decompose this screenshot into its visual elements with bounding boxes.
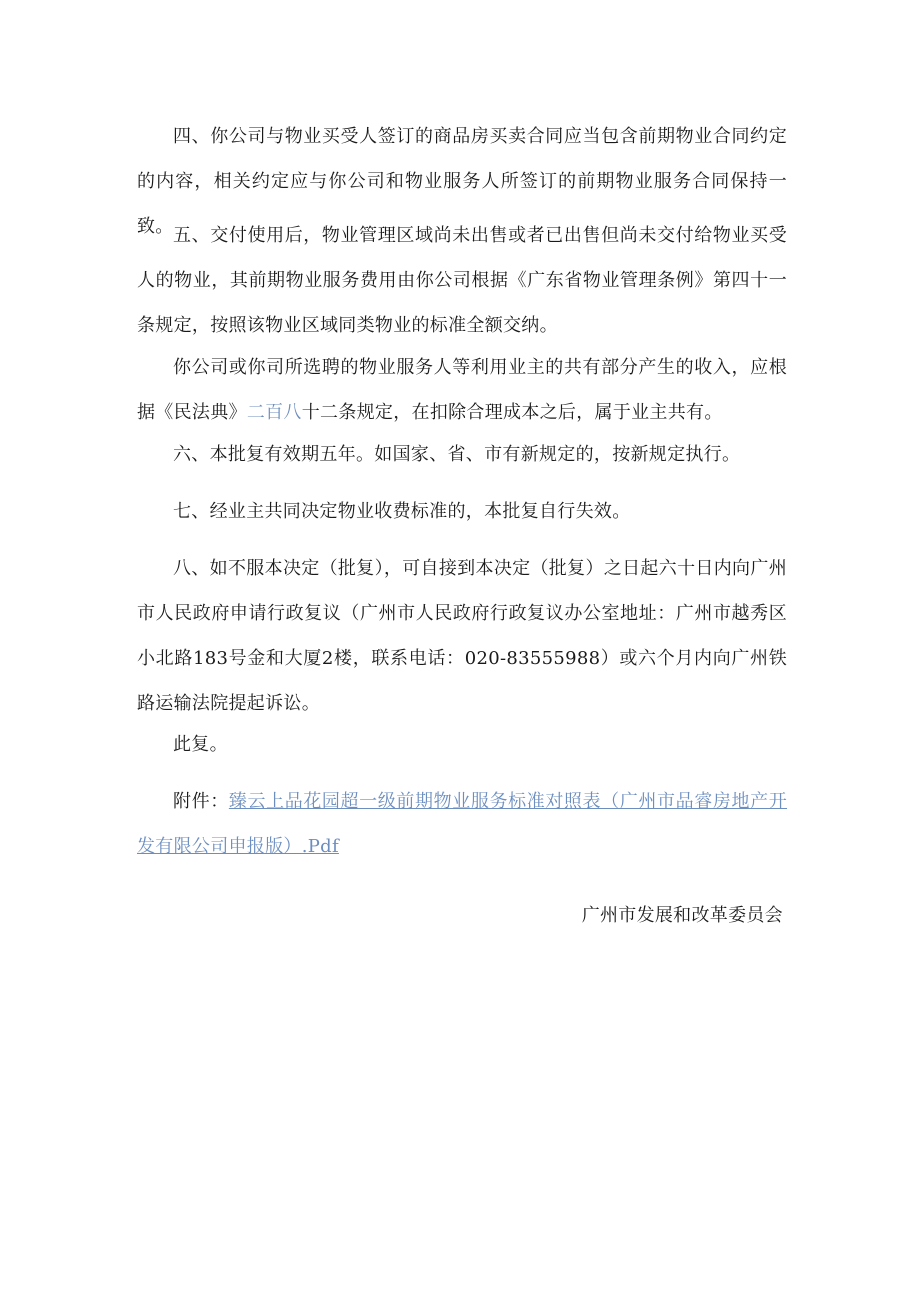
paragraph-five: 五、交付使用后，物业管理区域尚未出售或者已出售但尚未交付给物业买受人的物业，其前期物业服务费用由你公司根据《广东省物业管理条例》第四十一条规定，按照该物业区域同类物业的标准全额交纳。 xyxy=(137,225,787,336)
paragraph-seven: 七、经业主共同决定物业收费标准的，本批复自行失效。 xyxy=(173,501,631,522)
closing-remark: 此复。 xyxy=(173,734,228,755)
attachment-paragraph xyxy=(137,779,787,869)
income-text-before: 你公司或你司所选聘的物业服务人等利用业主的共有部分产生的收入，应根据《民法典》 xyxy=(137,357,787,423)
paragraph-four: 四、你公司与物业买受人签订的商品房买卖合同应当包含前期物业合同约定的内容，相关约定应与你公司和物业服务人所签订的前期物业服务合同保持一致。 xyxy=(137,126,787,237)
attachment-label: 附件： xyxy=(173,791,229,812)
issuer-signature: 广州市发展和改革委员会 xyxy=(581,905,783,926)
civil-code-article-reference: 二百八 xyxy=(246,402,302,423)
paragraph-shared-income xyxy=(137,345,787,435)
paragraph-eight: 八、如不服本决定（批复），可自接到本决定（批复）之日起六十日内向广州市人民政府申请行政复议（广州市人民政府行政复议办公室地址：广州市越秀区小北路183号金和大厦2楼，联系电话：020-83555988）或六个月内向广州铁路运输法院提起诉讼。 xyxy=(137,558,787,714)
income-text-after: 十二条规定，在扣除合理成本之后，属于业主共有。 xyxy=(301,402,723,423)
paragraph-six: 六、本批复有效期五年。如国家、省、市有新规定的，按新规定执行。 xyxy=(173,444,741,465)
attachment-pdf-link[interactable]: 臻云上品花园超一级前期物业服务标准对照表（广州市品睿房地产开发有限公司申报版）.Pdf xyxy=(137,791,788,857)
